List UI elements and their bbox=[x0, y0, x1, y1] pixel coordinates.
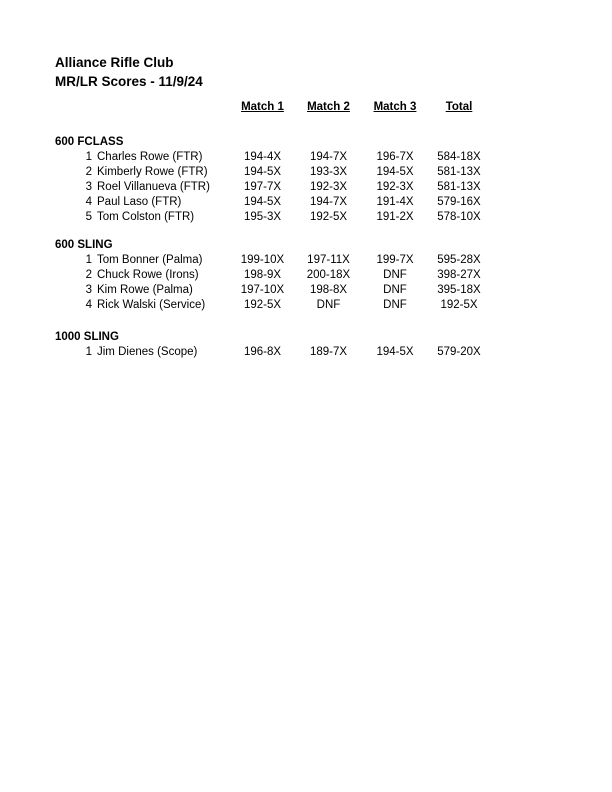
match1-score: 197-10X bbox=[240, 284, 285, 296]
match3-score: 192-3X bbox=[376, 181, 414, 193]
shooter-name: Charles Rowe (FTR) bbox=[97, 151, 203, 163]
match3-score: 196-7X bbox=[376, 151, 414, 163]
total-score: 398-27X bbox=[437, 269, 481, 281]
match2-score: 192-5X bbox=[309, 211, 348, 223]
match2-score: 198-8X bbox=[309, 284, 348, 296]
shooter-name: Paul Laso (FTR) bbox=[97, 196, 182, 208]
match3-score: DNF bbox=[383, 284, 407, 296]
match3-score: 191-4X bbox=[376, 196, 414, 208]
rank-cell: 5 bbox=[85, 211, 92, 223]
match2-score: 194-7X bbox=[309, 151, 348, 163]
title-block bbox=[55, 53, 491, 91]
rank-cell: 1 bbox=[85, 346, 92, 358]
rank-cell: 2 bbox=[85, 166, 92, 178]
score-row bbox=[55, 195, 491, 210]
column-header-total: Total bbox=[445, 101, 473, 113]
shooter-name: Jim Dienes (Scope) bbox=[97, 346, 198, 358]
shooter-name: Kim Rowe (Palma) bbox=[97, 284, 193, 296]
score-row bbox=[55, 150, 491, 165]
total-score: 581-13X bbox=[437, 181, 481, 193]
page-content bbox=[55, 53, 491, 360]
rank-cell: 1 bbox=[85, 254, 92, 266]
match3-score: 194-5X bbox=[376, 166, 414, 178]
section-heading-600-fclass: 600 FCLASS bbox=[55, 136, 124, 148]
total-score: 192-5X bbox=[440, 299, 478, 311]
match1-score: 194-4X bbox=[243, 151, 282, 163]
match1-score: 194-5X bbox=[243, 196, 282, 208]
match1-score: 192-5X bbox=[243, 299, 282, 311]
total-score: 578-10X bbox=[437, 211, 481, 223]
score-row bbox=[55, 268, 491, 283]
rank-cell: 1 bbox=[85, 151, 92, 163]
rank-cell: 3 bbox=[85, 181, 92, 193]
match2-score: 194-7X bbox=[309, 196, 348, 208]
column-header-row bbox=[55, 100, 491, 115]
match2-score: 189-7X bbox=[309, 346, 348, 358]
total-score: 581-13X bbox=[437, 166, 481, 178]
match1-score: 199-10X bbox=[240, 254, 285, 266]
rank-cell: 2 bbox=[85, 269, 92, 281]
score-row bbox=[55, 180, 491, 195]
rank-cell: 3 bbox=[85, 284, 92, 296]
match1-score: 197-7X bbox=[243, 181, 282, 193]
match3-score: DNF bbox=[383, 299, 407, 311]
column-header-match3: Match 3 bbox=[373, 101, 417, 113]
score-row bbox=[55, 298, 491, 313]
column-header-match1: Match 1 bbox=[241, 101, 284, 113]
doc-subtitle: MR/LR Scores - 11/9/24 bbox=[55, 74, 203, 89]
score-row bbox=[55, 345, 491, 360]
shooter-name: Tom Bonner (Palma) bbox=[97, 254, 203, 266]
match1-score: 194-5X bbox=[243, 166, 282, 178]
shooter-name: Roel Villanueva (FTR) bbox=[97, 181, 210, 193]
score-row bbox=[55, 283, 491, 298]
shooter-name: Chuck Rowe (Irons) bbox=[97, 269, 199, 281]
match1-score: 195-3X bbox=[243, 211, 282, 223]
section-heading-600-sling: 600 SLING bbox=[55, 239, 113, 251]
match1-score: 196-8X bbox=[243, 346, 282, 358]
match2-score: DNF bbox=[316, 299, 341, 311]
shooter-name: Kimberly Rowe (FTR) bbox=[97, 166, 208, 178]
score-row bbox=[55, 253, 491, 268]
score-table bbox=[55, 100, 491, 360]
total-score: 395-18X bbox=[437, 284, 481, 296]
match3-score: 194-5X bbox=[376, 346, 414, 358]
match3-score: 191-2X bbox=[376, 211, 414, 223]
doc-title: Alliance Rifle Club bbox=[55, 55, 174, 70]
match3-score: 199-7X bbox=[376, 254, 414, 266]
match1-score: 198-9X bbox=[243, 269, 282, 281]
rank-cell: 4 bbox=[85, 299, 92, 311]
match2-score: 193-3X bbox=[309, 166, 348, 178]
rank-cell: 4 bbox=[85, 196, 92, 208]
match2-score: 192-3X bbox=[309, 181, 348, 193]
shooter-name: Rick Walski (Service) bbox=[97, 299, 206, 311]
shooter-name: Tom Colston (FTR) bbox=[97, 211, 195, 223]
section-heading-1000-sling: 1000 SLING bbox=[55, 331, 119, 343]
total-score: 595-28X bbox=[437, 254, 481, 266]
match2-score: 200-18X bbox=[306, 269, 351, 281]
match3-score: DNF bbox=[383, 269, 407, 281]
score-row bbox=[55, 165, 491, 180]
score-row bbox=[55, 210, 491, 225]
total-score: 579-16X bbox=[437, 196, 481, 208]
total-score: 584-18X bbox=[437, 151, 481, 163]
column-header-match2: Match 2 bbox=[307, 101, 350, 113]
total-score: 579-20X bbox=[437, 346, 481, 358]
match2-score: 197-11X bbox=[307, 254, 350, 266]
